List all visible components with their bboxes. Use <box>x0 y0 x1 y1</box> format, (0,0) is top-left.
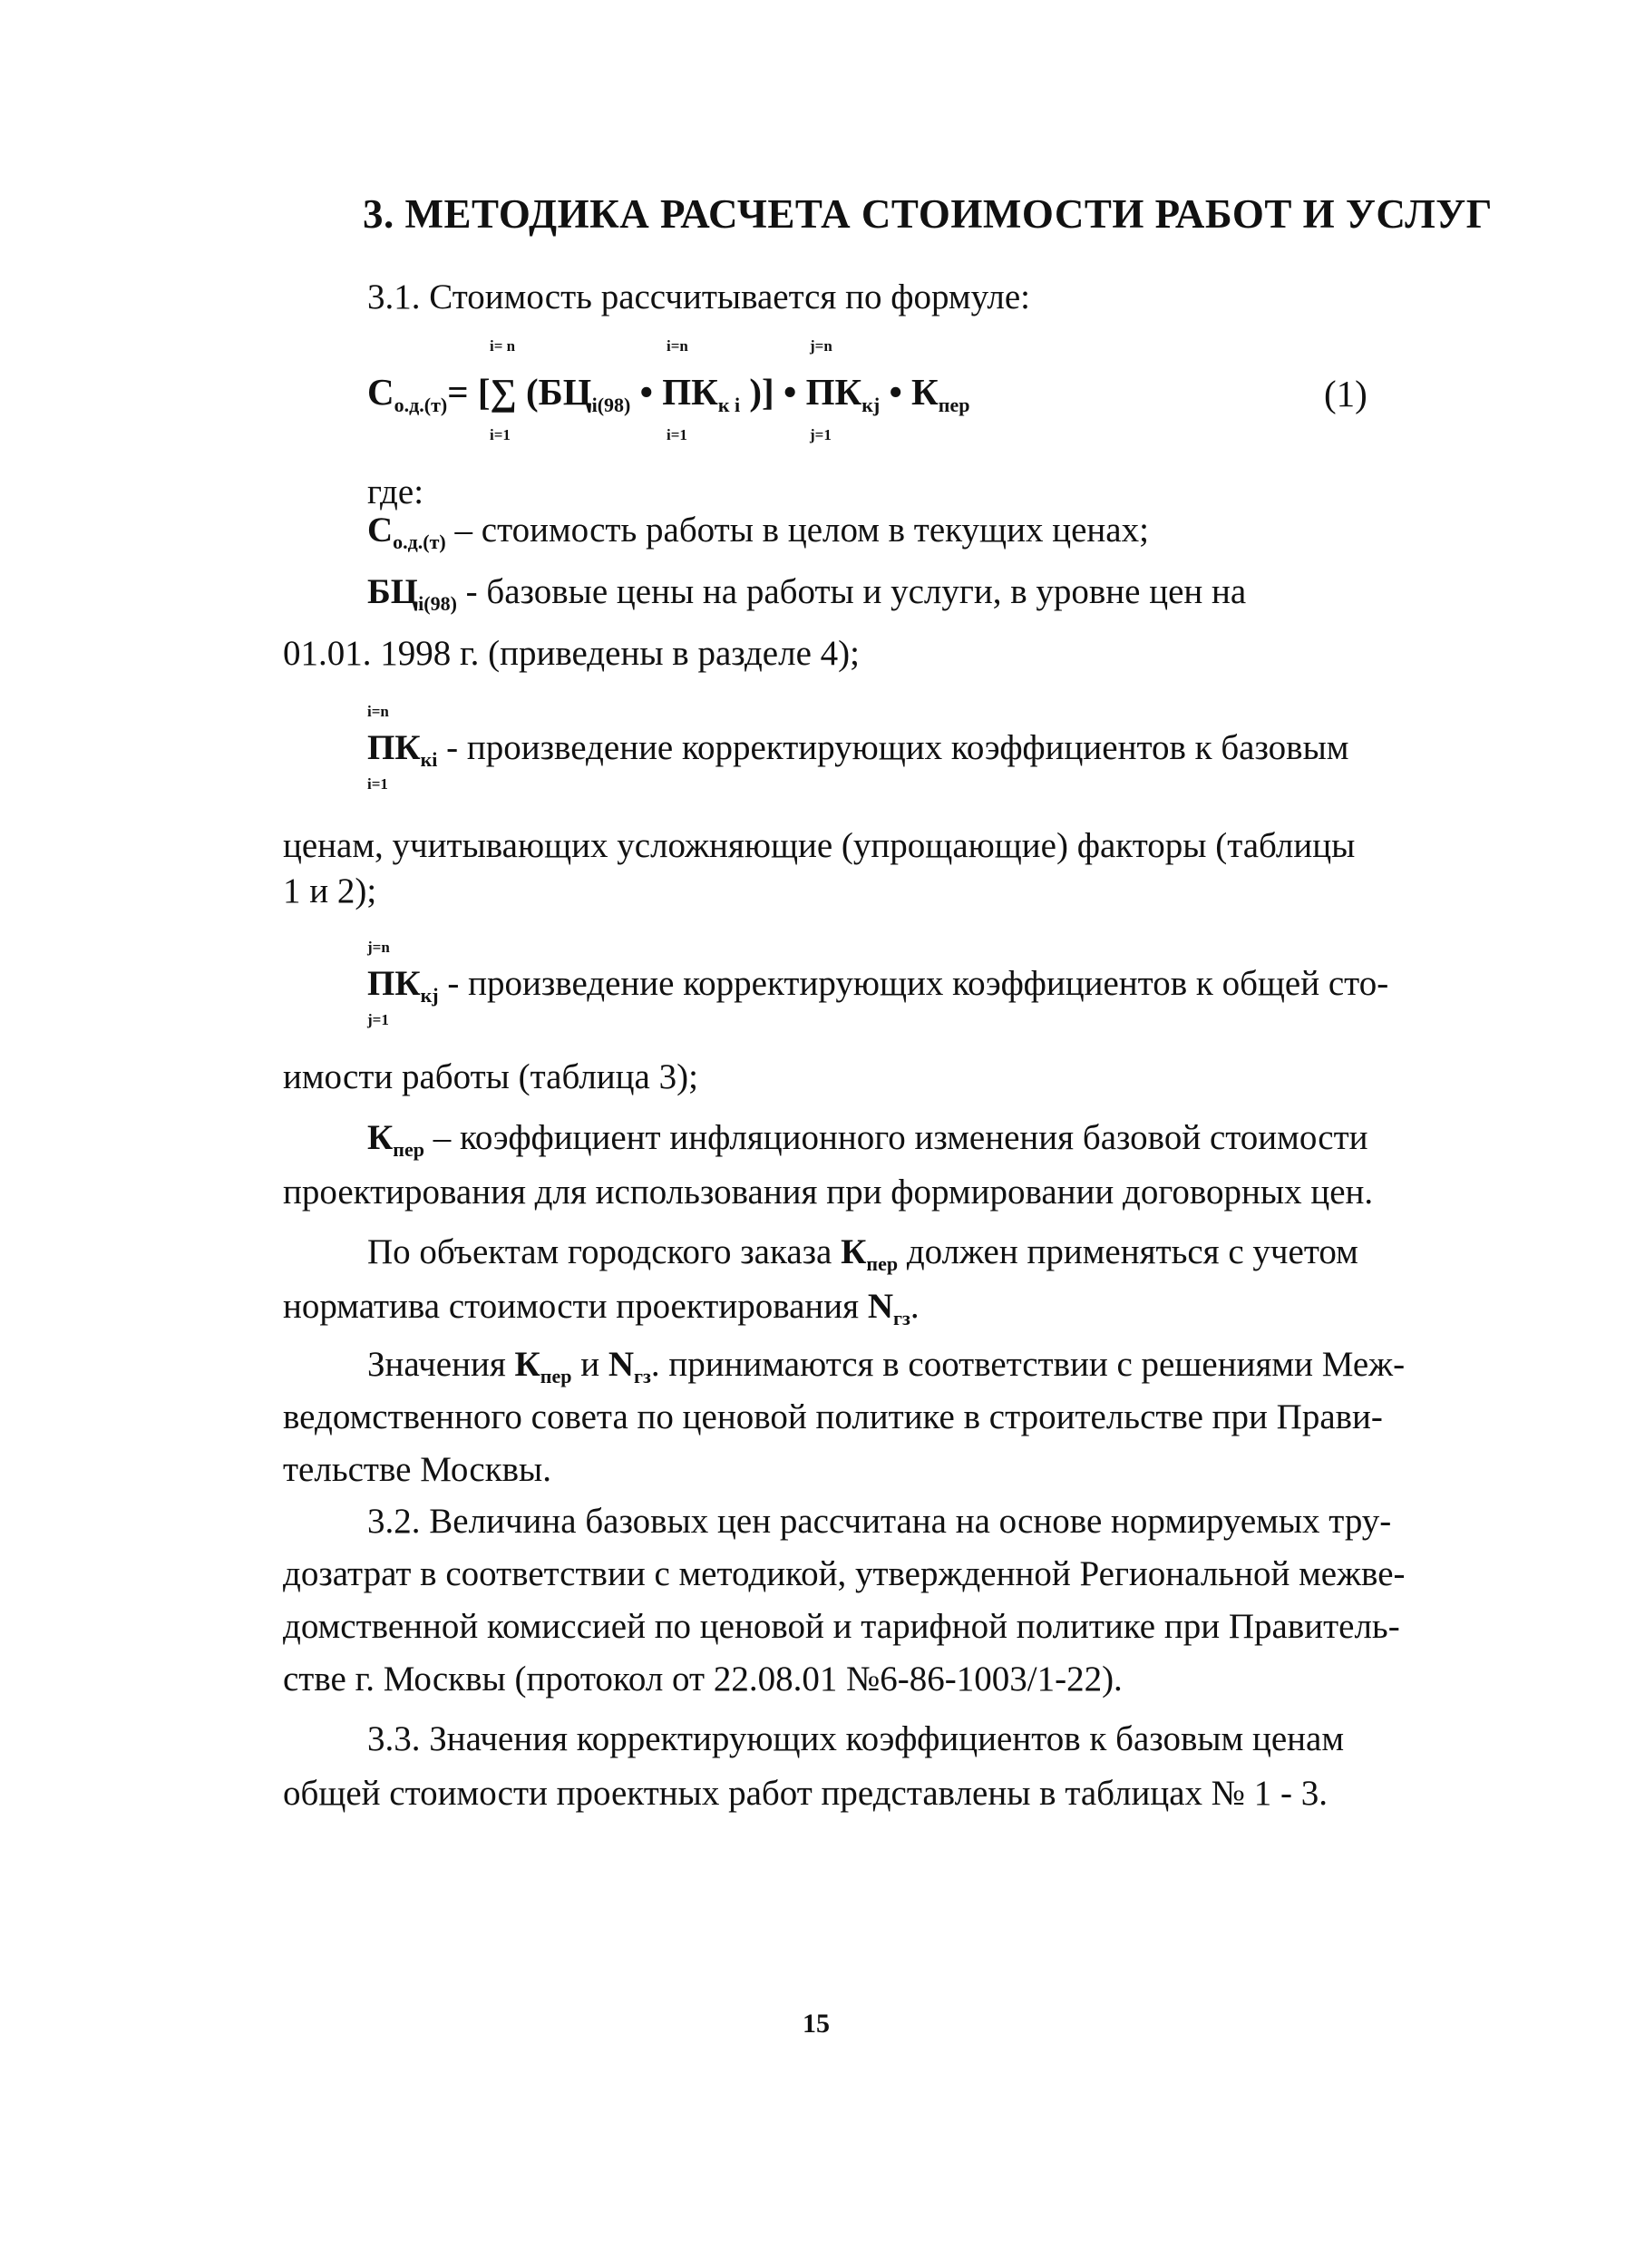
para-city2-n-sub: гз <box>893 1307 910 1329</box>
def-bc-symbol: БЦ <box>367 572 419 611</box>
para-values-n: N <box>608 1345 635 1384</box>
def-bc-text: - базовые цены на работы и услуги, в уровне цен на <box>456 572 1247 611</box>
def-pki-limit-bottom: i=1 <box>367 775 388 793</box>
para-values-line-2: ведомственного совета по ценовой политике в строительстве при Прави- <box>283 1397 1383 1436</box>
para-values-line-1 <box>367 1344 1405 1388</box>
formula-k: • К <box>880 371 939 413</box>
para-city-text-a: По объектам городского заказа <box>367 1232 842 1271</box>
def-k-sub: пер <box>393 1138 424 1161</box>
section-heading: 3. МЕТОДИКА РАСЧЕТА СТОИМОСТИ РАБОТ И УСЛУГ <box>363 191 1493 237</box>
def-pki-continuation-2: 1 и 2); <box>283 871 377 910</box>
def-k-symbol: К <box>367 1118 394 1157</box>
def-c <box>367 510 1149 554</box>
formula-pk2: )] • ПК <box>740 371 862 413</box>
def-pkj-limit-bottom: j=1 <box>367 1011 389 1028</box>
formula-pk1: • ПК <box>630 371 718 413</box>
def-pkj <box>367 963 1388 1007</box>
formula-number: (1) <box>1324 373 1367 414</box>
para-3-3-line-1: 3.3. Значения корректирующих коэффициентов к базовым ценам <box>367 1719 1345 1758</box>
para-values-n-sub: гз <box>634 1365 651 1387</box>
def-pki-limit-top: i=n <box>367 703 389 720</box>
para-city2-text-b: . <box>910 1287 920 1326</box>
para-city-order-line-1 <box>367 1231 1358 1276</box>
def-c-symbol: С <box>367 511 394 550</box>
formula-k-sub: пер <box>938 394 970 416</box>
sum-limit-top-1: i= n <box>490 337 516 355</box>
formula-pk1-sub: к i <box>717 394 741 416</box>
para-values-text-a: Значения <box>367 1345 515 1384</box>
para-values-and: и <box>571 1345 608 1384</box>
def-c-text: – стоимость работы в целом в текущих ценах; <box>445 511 1149 550</box>
formula-bc-sub: i(98) <box>591 394 631 416</box>
formula-lhs-sub: о.д.(т) <box>394 394 448 416</box>
def-pki-sub: кi <box>420 748 438 771</box>
def-pkj-text: - произведение корректирующих коэффициентов к общей сто- <box>438 964 1389 1003</box>
def-k-continuation: проектирования для использования при формировании договорных цен. <box>283 1173 1374 1212</box>
def-pkj-sub: кj <box>420 984 439 1007</box>
sum-limit-bottom-3: j=1 <box>810 426 832 443</box>
def-c-sub: о.д.(т) <box>393 530 446 553</box>
para-3-2-line-4: стве г. Москвы (протокол от 22.08.01 №6-86-1003/1-22). <box>283 1660 1123 1699</box>
def-bc <box>367 571 1246 616</box>
para-3-2-line-2: дозатрат в соответствии с методикой, утвержденной Региональной межве- <box>283 1554 1406 1593</box>
formula-lhs: С <box>367 371 394 413</box>
def-k <box>367 1117 1368 1162</box>
formula-body <box>367 370 969 417</box>
sum-limit-bottom-2: i=1 <box>667 426 687 443</box>
formula-pk2-sub: кj <box>861 394 881 416</box>
formula-intro: 3.1. Стоимость рассчитывается по формуле: <box>367 277 1030 316</box>
para-city2-n: N <box>867 1287 894 1326</box>
def-pkj-symbol: ПК <box>367 964 421 1003</box>
para-city-k-sub: пер <box>866 1252 899 1275</box>
para-city-order-line-2 <box>283 1286 920 1330</box>
def-pki-text: - произведение корректирующих коэффициентов к базовым <box>437 728 1349 767</box>
def-pki-continuation-1: ценам, учитывающих усложняющие (упрощающие) факторы (таблицы <box>283 826 1356 865</box>
def-pkj-continuation: имости работы (таблица 3); <box>283 1057 698 1096</box>
def-pki-symbol: ПК <box>367 728 421 767</box>
para-3-2-line-3: домственной комиссией по ценовой и тарифной политике при Правитель- <box>283 1607 1400 1646</box>
para-values-k: К <box>514 1345 540 1384</box>
para-values-line-3: тельстве Москвы. <box>283 1450 552 1489</box>
def-k-text: – коэффициент инфляционного изменения базовой стоимости <box>423 1118 1368 1157</box>
para-city-k: К <box>841 1232 867 1271</box>
sum-limit-top-2: i=n <box>667 337 688 355</box>
page-number: 15 <box>803 2009 830 2039</box>
def-pkj-limit-top: j=n <box>367 939 390 956</box>
sum-limit-bottom-1: i=1 <box>490 426 511 443</box>
para-values-text-b: . принимаются в соответствии с решениями Меж- <box>650 1345 1406 1384</box>
def-pki <box>367 727 1348 772</box>
para-values-k-sub: пер <box>540 1365 572 1387</box>
para-city2-text-a: норматива стоимости проектирования <box>283 1287 868 1326</box>
para-city-text-b: должен применяться с учетом <box>898 1232 1358 1271</box>
where-label: где: <box>367 472 424 511</box>
def-bc-continuation: 01.01. 1998 г. (приведены в разделе 4); <box>283 634 860 673</box>
sum-limit-top-3: j=n <box>810 337 832 355</box>
para-3-3-line-2: общей стоимости проектных работ представлены в таблицах № 1 - 3. <box>283 1774 1328 1813</box>
formula-sum-bc: = [∑ (БЦ <box>447 371 592 413</box>
para-3-2-line-1: 3.2. Величина базовых цен рассчитана на основе нормируемых тру- <box>367 1502 1392 1541</box>
def-bc-sub: i(98) <box>418 592 457 615</box>
